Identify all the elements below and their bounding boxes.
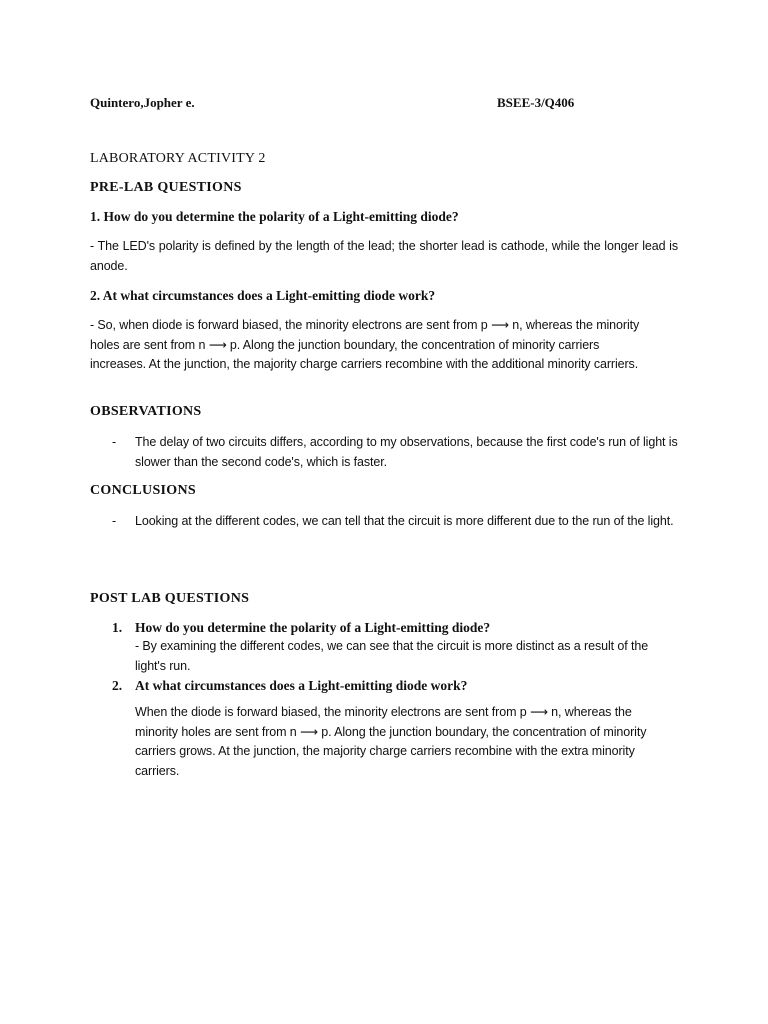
postlab-item-content: [135, 620, 680, 676]
postlab-item-content: [135, 678, 680, 781]
student-name: Quintero,Jopher e.: [90, 95, 195, 110]
observations-heading: OBSERVATIONS: [90, 404, 202, 419]
postlab-question-1: How do you determine the polarity of a Light-emitting diode?: [135, 620, 491, 635]
postlab-answer-2: When the diode is forward biased, the minority electrons are sent from p ⟶ n, whereas the minority holes are sent from n ⟶ p. Along the junction boundary, the concentration of minority carriers grows. At the junction, the majority charge carriers recombine with the extra minority carriers.: [135, 705, 647, 778]
conclusions-text: Looking at the different codes, we can tell that the circuit is more different due to the run of the light.: [135, 514, 674, 528]
prelab-question-1: 1. How do you determine the polarity of a Light-emitting diode?: [90, 209, 459, 224]
conclusions-heading: CONCLUSIONS: [90, 483, 196, 498]
bullet-dash: -: [112, 514, 117, 528]
postlab-number: 2.: [112, 678, 123, 693]
postlab-heading: POST LAB QUESTIONS: [90, 591, 250, 606]
prelab-question-2: 2. At what circumstances does a Light-emitting diode work?: [90, 288, 436, 303]
prelab-answer-2: - So, when diode is forward biased, the minority electrons are sent from p ⟶ n, whereas the minority holes are sent from n ⟶ p. Along the junction boundary, the concentration of minority carriers increases. At the junction, the majority charge carriers recombine with the additional minority carriers.: [90, 318, 640, 371]
course-section: BSEE-3/Q406: [497, 95, 575, 110]
postlab-question-2: At what circumstances does a Light-emitting diode work?: [135, 678, 468, 693]
document-title: LABORATORY ACTIVITY 2: [90, 151, 266, 166]
prelab-heading: PRE-LAB QUESTIONS: [90, 180, 242, 195]
postlab-number: 1.: [112, 620, 123, 635]
observations-text: The delay of two circuits differs, according to my observations, because the first code's run of light is slower than the second code's, which is faster.: [135, 435, 678, 469]
prelab-answer-1: - The LED's polarity is defined by the length of the lead; the shorter lead is cathode, while the longer lead is anode.: [90, 239, 678, 273]
bullet-dash: -: [112, 435, 117, 449]
postlab-answer-1: - By examining the different codes, we can see that the circuit is more distinct as a result of the light's run.: [135, 639, 649, 673]
